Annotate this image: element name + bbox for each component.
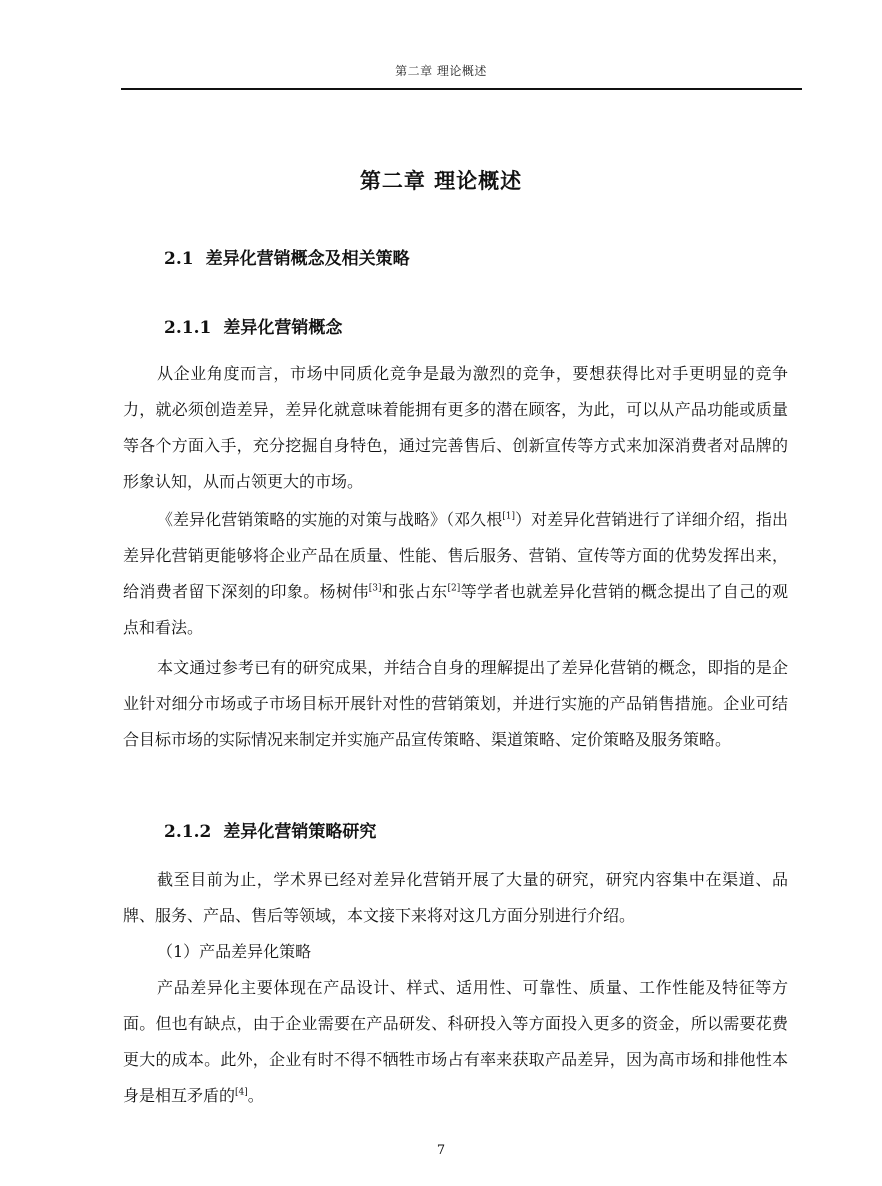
citation-ref-4: [4] xyxy=(235,1087,248,1098)
paragraph-text: ）对差异化营销进行了详细介绍，指出差异化营销更能够将企业产品在质量、性能、售后服务、营销、宣传等方面的优势发挥出来，给消费者留下深刻的印象。杨树伟 xyxy=(123,510,788,601)
paragraph-concept-2 xyxy=(123,502,788,646)
paragraph-text: 《差异化营销策略的实施的对策与战略》（邓久根 xyxy=(157,510,503,529)
chapter-title: 第二章 理论概述 xyxy=(359,169,523,193)
section-heading-2-1-2 xyxy=(164,817,376,842)
section-number: 2.1 xyxy=(164,249,194,269)
section-heading-2-1 xyxy=(164,244,410,269)
paragraph-text: 和张占东 xyxy=(381,582,448,601)
paragraph-text: 产品差异化主要体现在产品设计、样式、适用性、可靠性、质量、工作性能及特征等方面。但也有缺点，由于企业需要在产品研发、科研投入等方面投入更多的资金，所以需要花费更大的成本。此外，企业有时不得不牺牲市场占有率来获取产品差异，因为高市场和排他性本身是相互矛盾的 xyxy=(123,978,788,1105)
subheading-product-strategy: （1）产品差异化策略 xyxy=(157,942,312,961)
running-header: 第二章 理论概述 xyxy=(395,64,487,78)
citation-ref-2: [2] xyxy=(447,583,461,594)
paragraph-text: 等学者也就差异化营销的概念提出了自己的观点和看法。 xyxy=(123,582,788,637)
section-title: 差异化营销策略研究 xyxy=(223,822,377,842)
paragraph-text: 。 xyxy=(247,1086,264,1105)
page-number: 7 xyxy=(436,1143,446,1158)
section-title: 差异化营销概念及相关策略 xyxy=(205,249,410,269)
paragraph-concept-3: 本文通过参考已有的研究成果，并结合自身的理解提出了差异化营销的概念，即指的是企业针对细分市场或子市场目标开展针对性的营销策划，并进行实施的产品销售措施。企业可结合目标市场的实际情况来制定并实施产品宣传策略、渠道策略、定价策略及服务策略。 xyxy=(123,658,788,749)
citation-ref-1: [1] xyxy=(502,511,516,522)
section-number: 2.1.1 xyxy=(164,318,212,338)
paragraph-strategy-1: 截至目前为止，学术界已经对差异化营销开展了大量的研究，研究内容集中在渠道、品牌、服务、产品、售后等领域，本文接下来将对这几方面分别进行介绍。 xyxy=(123,870,788,925)
header-rule xyxy=(121,88,802,90)
section-heading-2-1-1 xyxy=(164,313,342,338)
citation-ref-3: [3] xyxy=(368,583,382,594)
section-number: 2.1.2 xyxy=(164,822,212,842)
paragraph-strategy-2 xyxy=(123,970,788,1114)
paragraph-concept-1: 从企业角度而言，市场中同质化竞争是最为激烈的竞争，要想获得比对手更明显的竞争力，就必须创造差异，差异化就意味着能拥有更多的潜在顾客，为此，可以从产品功能或质量等各个方面入手，充分挖掘自身特色，通过完善售后、创新宣传等方式来加深消费者对品牌的形象认知，从而占领更大的市场。 xyxy=(123,364,788,491)
section-title: 差异化营销概念 xyxy=(223,318,343,338)
